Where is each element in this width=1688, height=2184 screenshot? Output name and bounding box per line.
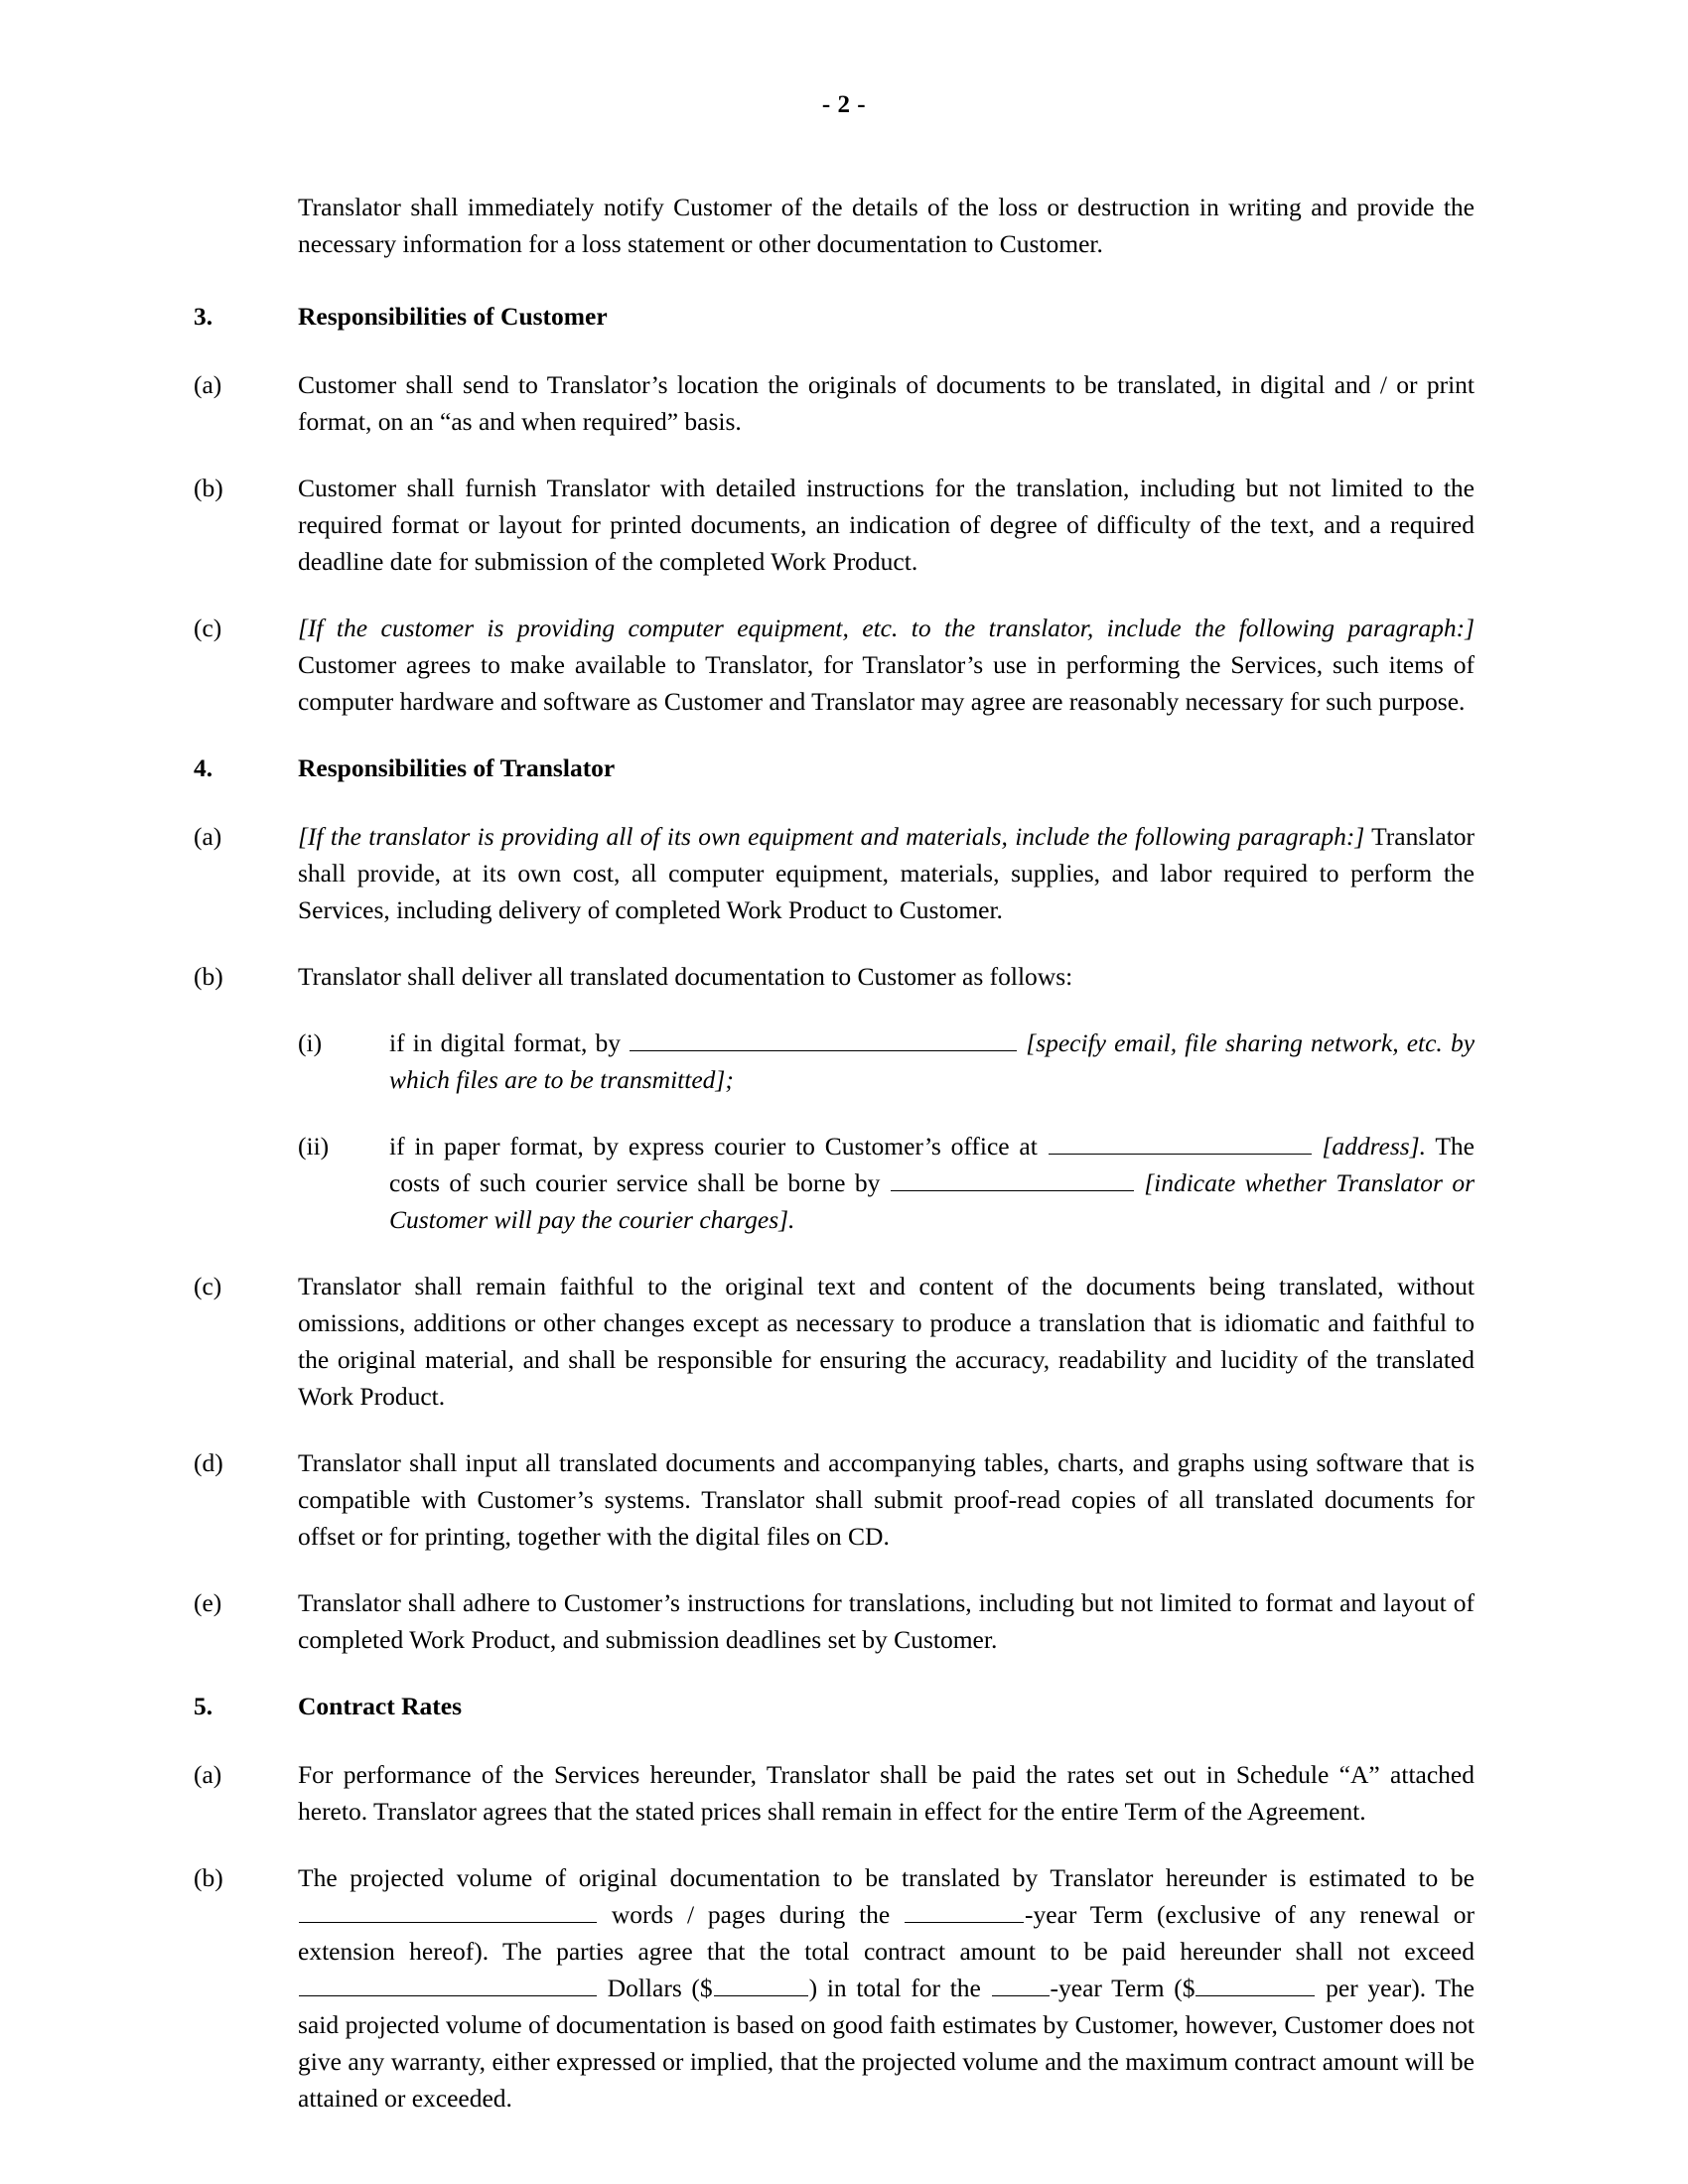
subclause-4b-i <box>298 1024 1475 1098</box>
clause-text: Translator shall deliver all translated documentation to Customer as follows: <box>298 962 1073 991</box>
clause-4c <box>194 1268 1475 1415</box>
clause-3c <box>194 610 1475 720</box>
subclause-mid-text: The costs of such courier service shall be borne by <box>389 1132 1476 1197</box>
clause-marker: (a) <box>194 1760 222 1789</box>
clause-fragment-2: words / pages during the <box>611 1900 891 1929</box>
clause-text <box>298 610 1475 720</box>
clause-marker: (b) <box>194 962 223 991</box>
fill-in-blank-address[interactable] <box>1049 1129 1312 1156</box>
fill-in-blank-delivery-method[interactable] <box>630 1025 1017 1052</box>
fill-in-blank-max-amount-figures[interactable] <box>714 1971 808 1997</box>
clause-text: For performance of the Services hereunder, Translator shall be paid the rates set out in Schedule “A” attached hereto. Translator agrees that the stated prices shall remain in effect for the entire Term of the Agreement. <box>298 1760 1475 1826</box>
clause-marker: (b) <box>194 1863 223 1892</box>
section-title-5: Contract Rates <box>298 1692 462 1720</box>
fill-in-blank-max-amount-words[interactable] <box>299 1971 597 1997</box>
subclause-text <box>389 1128 1475 1238</box>
subclause-text <box>389 1024 1475 1098</box>
clause-fragment-4: Dollars ($ <box>607 1974 713 2002</box>
clause-4d <box>194 1444 1475 1555</box>
clause-text: Translator shall adhere to Customer’s instructions for translations, including but not limited to format and layout of completed Work Product, and submission deadlines set by Customer. <box>298 1588 1475 1654</box>
subclause-lead-text: if in paper format, by express courier to Customer’s office at <box>389 1132 1038 1160</box>
section-heading-3 <box>194 298 1475 335</box>
clause-body-text: Customer agrees to make available to Translator, for Translator’s use in performing the Services, such items of computer hardware and software as Customer and Translator may agree are reasonably necessary for such purpose. <box>298 650 1475 716</box>
subclause-marker: (ii) <box>298 1132 330 1160</box>
subclause-lead-text: if in digital format, by <box>389 1028 621 1057</box>
payer-note: [indicate whether Translator or Customer will pay the courier charges]. <box>389 1168 1476 1234</box>
clause-instruction-note: [If the translator is providing all of its own equipment and materials, include the following paragraph:] <box>298 822 1365 851</box>
clause-fragment-6: -year Term ($ <box>1050 1974 1196 2002</box>
section-number-4: 4. <box>194 753 213 782</box>
section-title-3: Responsibilities of Customer <box>298 302 608 331</box>
fill-in-blank-term-years-1[interactable] <box>905 1897 1024 1924</box>
clause-text: Customer shall furnish Translator with detailed instructions for the translation, including but not limited to the required format or layout for printed documents, an indication of degree of difficulty of the text, and a required deadline date for submission of the completed Work Product. <box>298 474 1475 576</box>
section-heading-4 <box>194 750 1475 786</box>
subclause-4b-ii <box>298 1128 1475 1238</box>
clause-fragment-5: ) in total for the <box>808 1974 981 2002</box>
clause-fragment-1: The projected volume of original documentation to be translated by Translator hereunder is estimated to be <box>298 1863 1475 1892</box>
clause-marker: (d) <box>194 1448 223 1477</box>
clause-text: Translator shall remain faithful to the original text and content of the documents being translated, without omissions, additions or other changes except as necessary to produce a translation that is idiomatic and faithful to the original material, and shall be responsible for ensuring the accuracy, readability and lucidity of the translated Work Product. <box>298 1272 1475 1411</box>
section-number-5: 5. <box>194 1692 213 1720</box>
document-body <box>194 189 1475 2146</box>
fill-in-blank-volume[interactable] <box>299 1897 597 1924</box>
clause-body-text: Translator shall provide, at its own cost, all computer equipment, materials, supplies, and labor required to perform the Services, including delivery of completed Work Product to Customer. <box>298 822 1475 924</box>
fill-in-blank-courier-payer[interactable] <box>891 1165 1134 1192</box>
clause-5b <box>194 1859 1475 2116</box>
clause-text: Translator shall input all translated documents and accompanying tables, charts, and graphs using software that is compatible with Customer’s systems. Translator shall submit proof-read copies of all translated documents for offset or for printing, together with the digital files on CD. <box>298 1448 1475 1551</box>
clause-text <box>298 1859 1475 2116</box>
clause-3b <box>194 470 1475 580</box>
clause-text: Customer shall send to Translator’s location the originals of documents to be translated, in digital and / or print format, on an “as and when required” basis. <box>298 370 1475 436</box>
subclause-marker: (i) <box>298 1028 323 1057</box>
clause-4b <box>194 958 1475 995</box>
clause-4e <box>194 1584 1475 1658</box>
clause-marker: (c) <box>194 614 222 642</box>
clause-5a <box>194 1756 1475 1830</box>
clause-fragment-3: -year Term (exclusive of any renewal or extension hereof). The parties agree that the total contract amount to be paid hereunder shall not exceed <box>298 1900 1476 1966</box>
clause-text <box>298 818 1475 928</box>
intro-paragraph: Translator shall immediately notify Customer of the details of the loss or destruction in writing and provide the necessary information for a loss statement or other documentation to Customer. <box>298 193 1475 258</box>
clause-marker: (c) <box>194 1272 222 1300</box>
section-heading-5 <box>194 1688 1475 1724</box>
clause-marker: (a) <box>194 370 222 399</box>
clause-marker: (e) <box>194 1588 222 1617</box>
address-note: [address]. <box>1322 1132 1427 1160</box>
section-number-3: 3. <box>194 302 213 331</box>
clause-marker: (b) <box>194 474 223 502</box>
fill-in-blank-per-year-amount[interactable] <box>1196 1971 1315 1997</box>
clause-instruction-note: [If the customer is providing computer equipment, etc. to the translator, include the following paragraph:] <box>298 614 1475 642</box>
clause-4a <box>194 818 1475 928</box>
section-title-4: Responsibilities of Translator <box>298 753 616 782</box>
subclause-instruction-note: [specify email, file sharing network, etc. by which files are to be transmitted]; <box>389 1028 1476 1094</box>
clause-marker: (a) <box>194 822 222 851</box>
clause-3a <box>194 366 1475 440</box>
page-number: - 2 - <box>821 91 867 118</box>
clause-fragment-7: per year). The said projected volume of documentation is based on good faith estimates by Customer, however, Customer does not give any warranty, either expressed or implied, that the projected volume and the maximum contract amount will be attained or exceeded. <box>298 1974 1475 2113</box>
fill-in-blank-term-years-2[interactable] <box>992 1971 1050 1997</box>
